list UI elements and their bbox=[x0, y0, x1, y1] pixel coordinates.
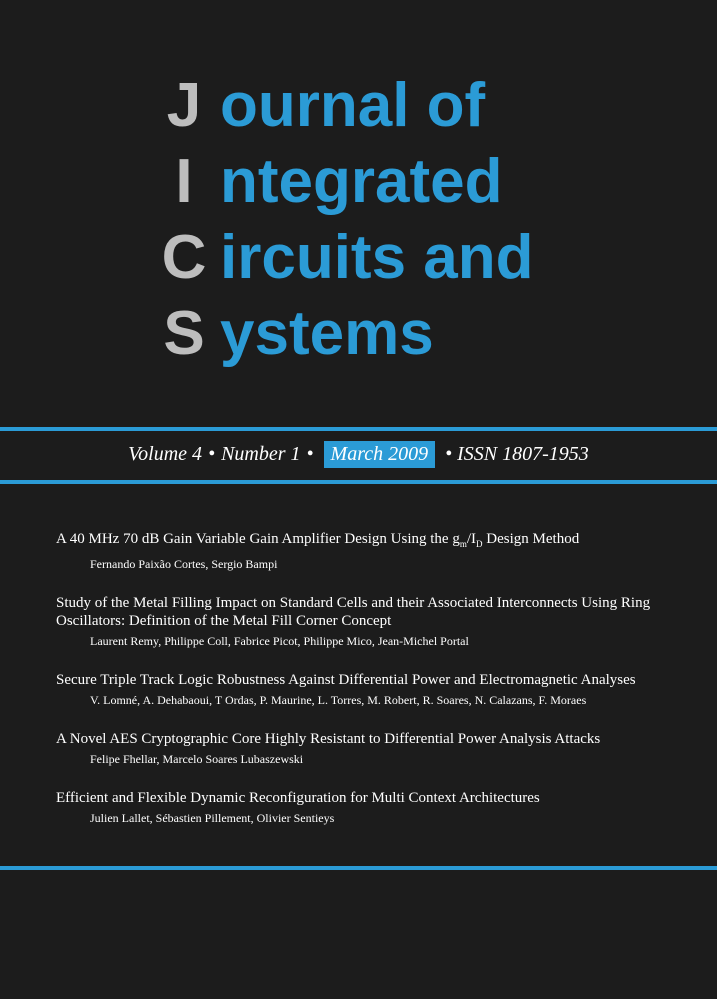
title-initial-j: J bbox=[166, 71, 202, 140]
title-line-3 bbox=[158, 220, 534, 296]
article-title[interactable]: Study of the Metal Filling Impact on Standard Cells and their Associated Interconnects Using Ring Oscillators: Definition of the Metal Fill Corner Concept bbox=[56, 595, 651, 629]
article-authors: V. Lomné, A. Dehabaoui, T Ordas, P. Maurine, L. Torres, M. Robert, R. Soares, N. Calazans, F. Moraes bbox=[90, 693, 587, 707]
issue-volume: Volume 4 bbox=[128, 442, 203, 465]
article-title[interactable]: A 40 MHz 70 dB Gain Variable Gain Amplifier Design Using the $g_m/I_D$ Design Method bbox=[56, 531, 580, 549]
article-authors: Laurent Remy, Philippe Coll, Fabrice Picot, Philippe Mico, Jean-Michel Portal bbox=[90, 634, 469, 648]
separator-2: • bbox=[306, 442, 314, 465]
title-line-1 bbox=[158, 68, 534, 144]
bottom-divider bbox=[0, 866, 717, 870]
title-initial-c: C bbox=[161, 223, 207, 292]
article-item[interactable] bbox=[56, 594, 696, 649]
title-line-2 bbox=[158, 144, 534, 220]
article-authors: Felipe Fhellar, Marcelo Soares Lubaszewski bbox=[90, 752, 304, 766]
article-authors: Fernando Paixão Cortes, Sergio Bampi bbox=[90, 557, 278, 571]
article-list bbox=[56, 530, 696, 848]
article-item[interactable] bbox=[56, 789, 696, 826]
title-initial-s: S bbox=[163, 299, 205, 368]
issue-issn: ISSN 1807-1953 bbox=[457, 442, 589, 465]
separator-1: • bbox=[208, 442, 216, 465]
issue-info bbox=[0, 438, 717, 470]
article-title[interactable]: Secure Triple Track Logic Robustness Against Differential Power and Electromagnetic Analyses bbox=[56, 672, 636, 688]
middle-divider bbox=[0, 480, 717, 484]
title-rest-3: ircuits and bbox=[220, 223, 534, 292]
title-rest-4: ystems bbox=[220, 299, 434, 368]
title-rest-1: ournal of bbox=[220, 71, 486, 140]
article-item[interactable] bbox=[56, 671, 696, 708]
top-divider bbox=[0, 427, 717, 431]
title-initial-i: I bbox=[175, 147, 193, 216]
issue-date: March 2009 bbox=[324, 441, 436, 468]
separator-3: • bbox=[445, 442, 453, 465]
title-line-4 bbox=[158, 296, 534, 372]
article-title[interactable]: Efficient and Flexible Dynamic Reconfiguration for Multi Context Architectures bbox=[56, 790, 540, 806]
article-item[interactable] bbox=[56, 730, 696, 767]
issue-number: Number 1 bbox=[221, 442, 301, 465]
article-title[interactable]: A Novel AES Cryptographic Core Highly Resistant to Differential Power Analysis Attacks bbox=[56, 731, 601, 747]
article-authors: Julien Lallet, Sébastien Pillement, Olivier Sentieys bbox=[90, 811, 335, 825]
article-item[interactable] bbox=[56, 530, 696, 572]
title-rest-2: ntegrated bbox=[220, 147, 503, 216]
journal-title bbox=[158, 68, 534, 372]
